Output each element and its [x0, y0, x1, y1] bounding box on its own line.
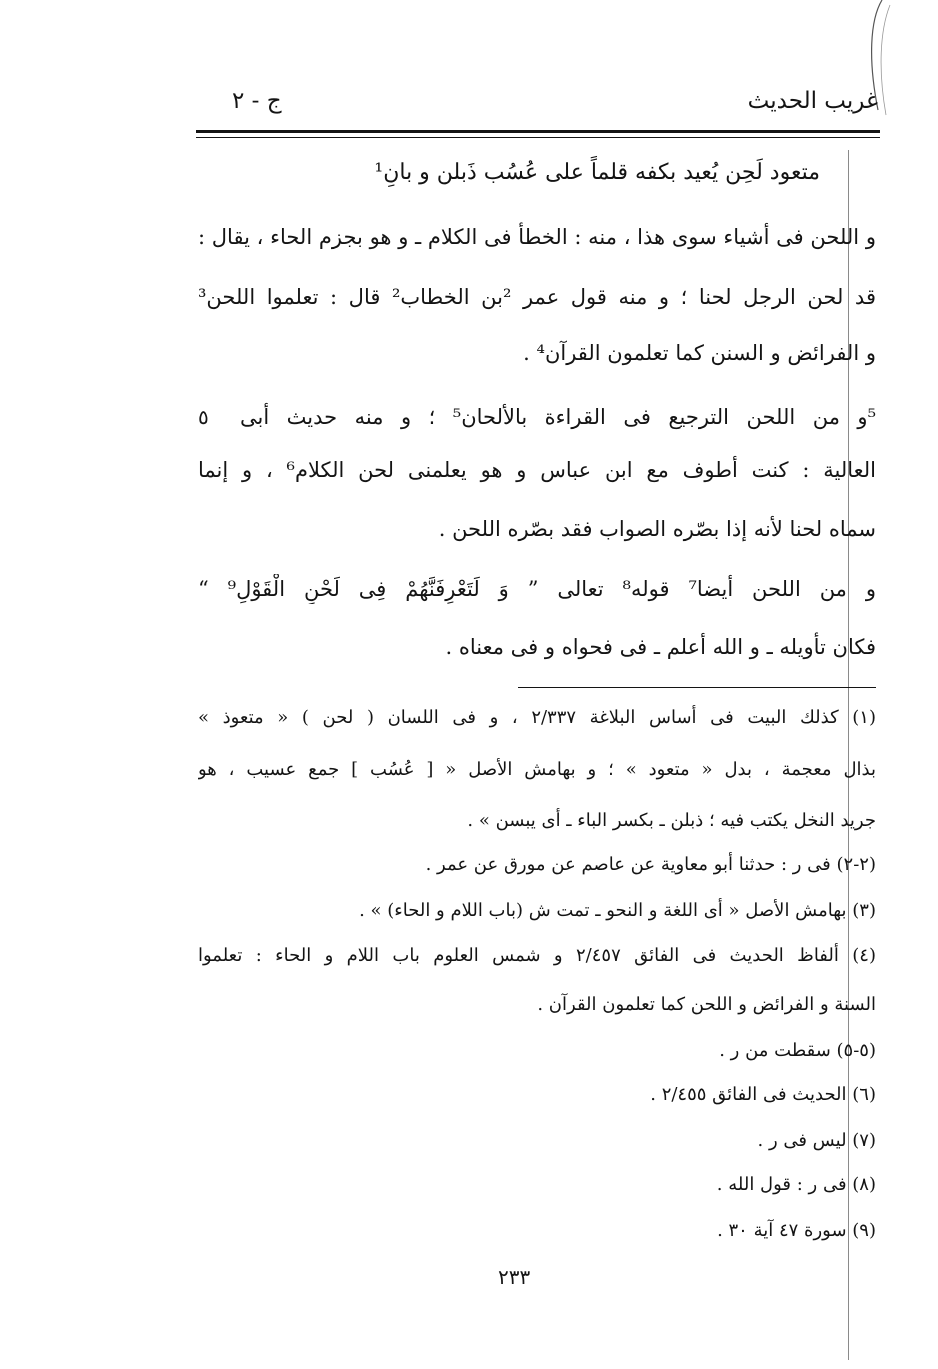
volume-label: ج - ٢ — [232, 88, 282, 114]
footnote-line: (٤) ألفاظ الحديث فى الفائق ٢/٤٥٧ و شمس العلوم باب اللام و الحاء : تعلموا — [198, 945, 876, 966]
body-line: ⁵و من اللحن الترجيع فى القراءة بالألحان⁵ ؛ و منه حديث أبى — [240, 405, 876, 429]
footnote-line: (٢-٢) فى ر : حدثنا أبو معاوية عن عاصم عن مورق عن عمر . — [425, 854, 876, 875]
body-line: العالية : كنت أطوف مع ابن عباس و هو يعلمنى لحن الكلام⁶ ، و إنما — [198, 458, 876, 482]
poetry-verse: متعود لَحِن يُعيد بكفه قلماً على عُسُب ذَبلن و بانِ¹ — [374, 160, 820, 185]
footnote-line: (٥-٥) سقطت من ر . — [719, 1040, 876, 1061]
header-rule-thick — [196, 130, 880, 133]
body-line: سماه لحنا لأنه إذا بصّره الصواب فقد بصّره اللحن . — [438, 517, 876, 541]
body-line: و من اللحن أيضا⁷ قوله⁸ تعالى ” وَ لَتَعْرِفَنَّهُمْ فِى لَحْنِ الْقَوْلِ⁹ “ — [198, 577, 876, 601]
footnote-line: (٦) الحديث فى الفائق ٢/٤٥٥ . — [650, 1084, 876, 1105]
footnote-separator — [518, 687, 876, 688]
footnote-line: (٧) ليس فى ر . — [757, 1130, 876, 1151]
body-line: فكان تأويله ـ و الله أعلم ـ فى فحواه و فى معناه . — [445, 635, 876, 659]
footnote-line: بذال معجمة ، بدل « متعود » ؛ و بهامش الأصل « [ عُسُب ] جمع عسيب ، هو — [198, 759, 876, 780]
body-line: و اللحن فى أشياء سوى هذا ، منه : الخطأ فى الكلام ـ و هو بجزم الحاء ، يقال : — [198, 225, 876, 249]
footnote-line: (١) كذلك البيت فى أساس البلاغة ٢/٣٣٧ ، و فى اللسان ( لحن ) « متعوذ » — [198, 707, 876, 728]
footnote-line: (٩) سورة ٤٧ آية ٣٠ . — [717, 1220, 876, 1241]
footnote-line: السنة و الفرائض و اللحن كما تعلمون القرآن . — [537, 994, 876, 1015]
body-line: و الفرائض و السنن كما تعلمون القرآن⁴ . — [523, 341, 876, 365]
page-number: ٢٣٣ — [498, 1265, 531, 1289]
header-rule-thin — [196, 137, 880, 138]
line-number-margin: ٥ — [198, 405, 209, 429]
footnote-line: (٨) فى ر : قول الله . — [716, 1174, 876, 1195]
footnote-line: (٣) بهامش الأصل « أى اللغة و النحو ـ تمت ش (باب اللام و الحاء) » . — [359, 900, 876, 921]
body-line: قد لحن الرجل لحنا ؛ و منه قول عمر ²بن الخطاب² قال : تعلموا اللحن³ — [198, 285, 876, 309]
footnote-line: جريد النخل يكتب فيه ؛ ذبلن ـ بكسر الباء ـ أى يبسن » . — [467, 810, 876, 831]
running-title: غريب الحديث — [747, 88, 878, 114]
